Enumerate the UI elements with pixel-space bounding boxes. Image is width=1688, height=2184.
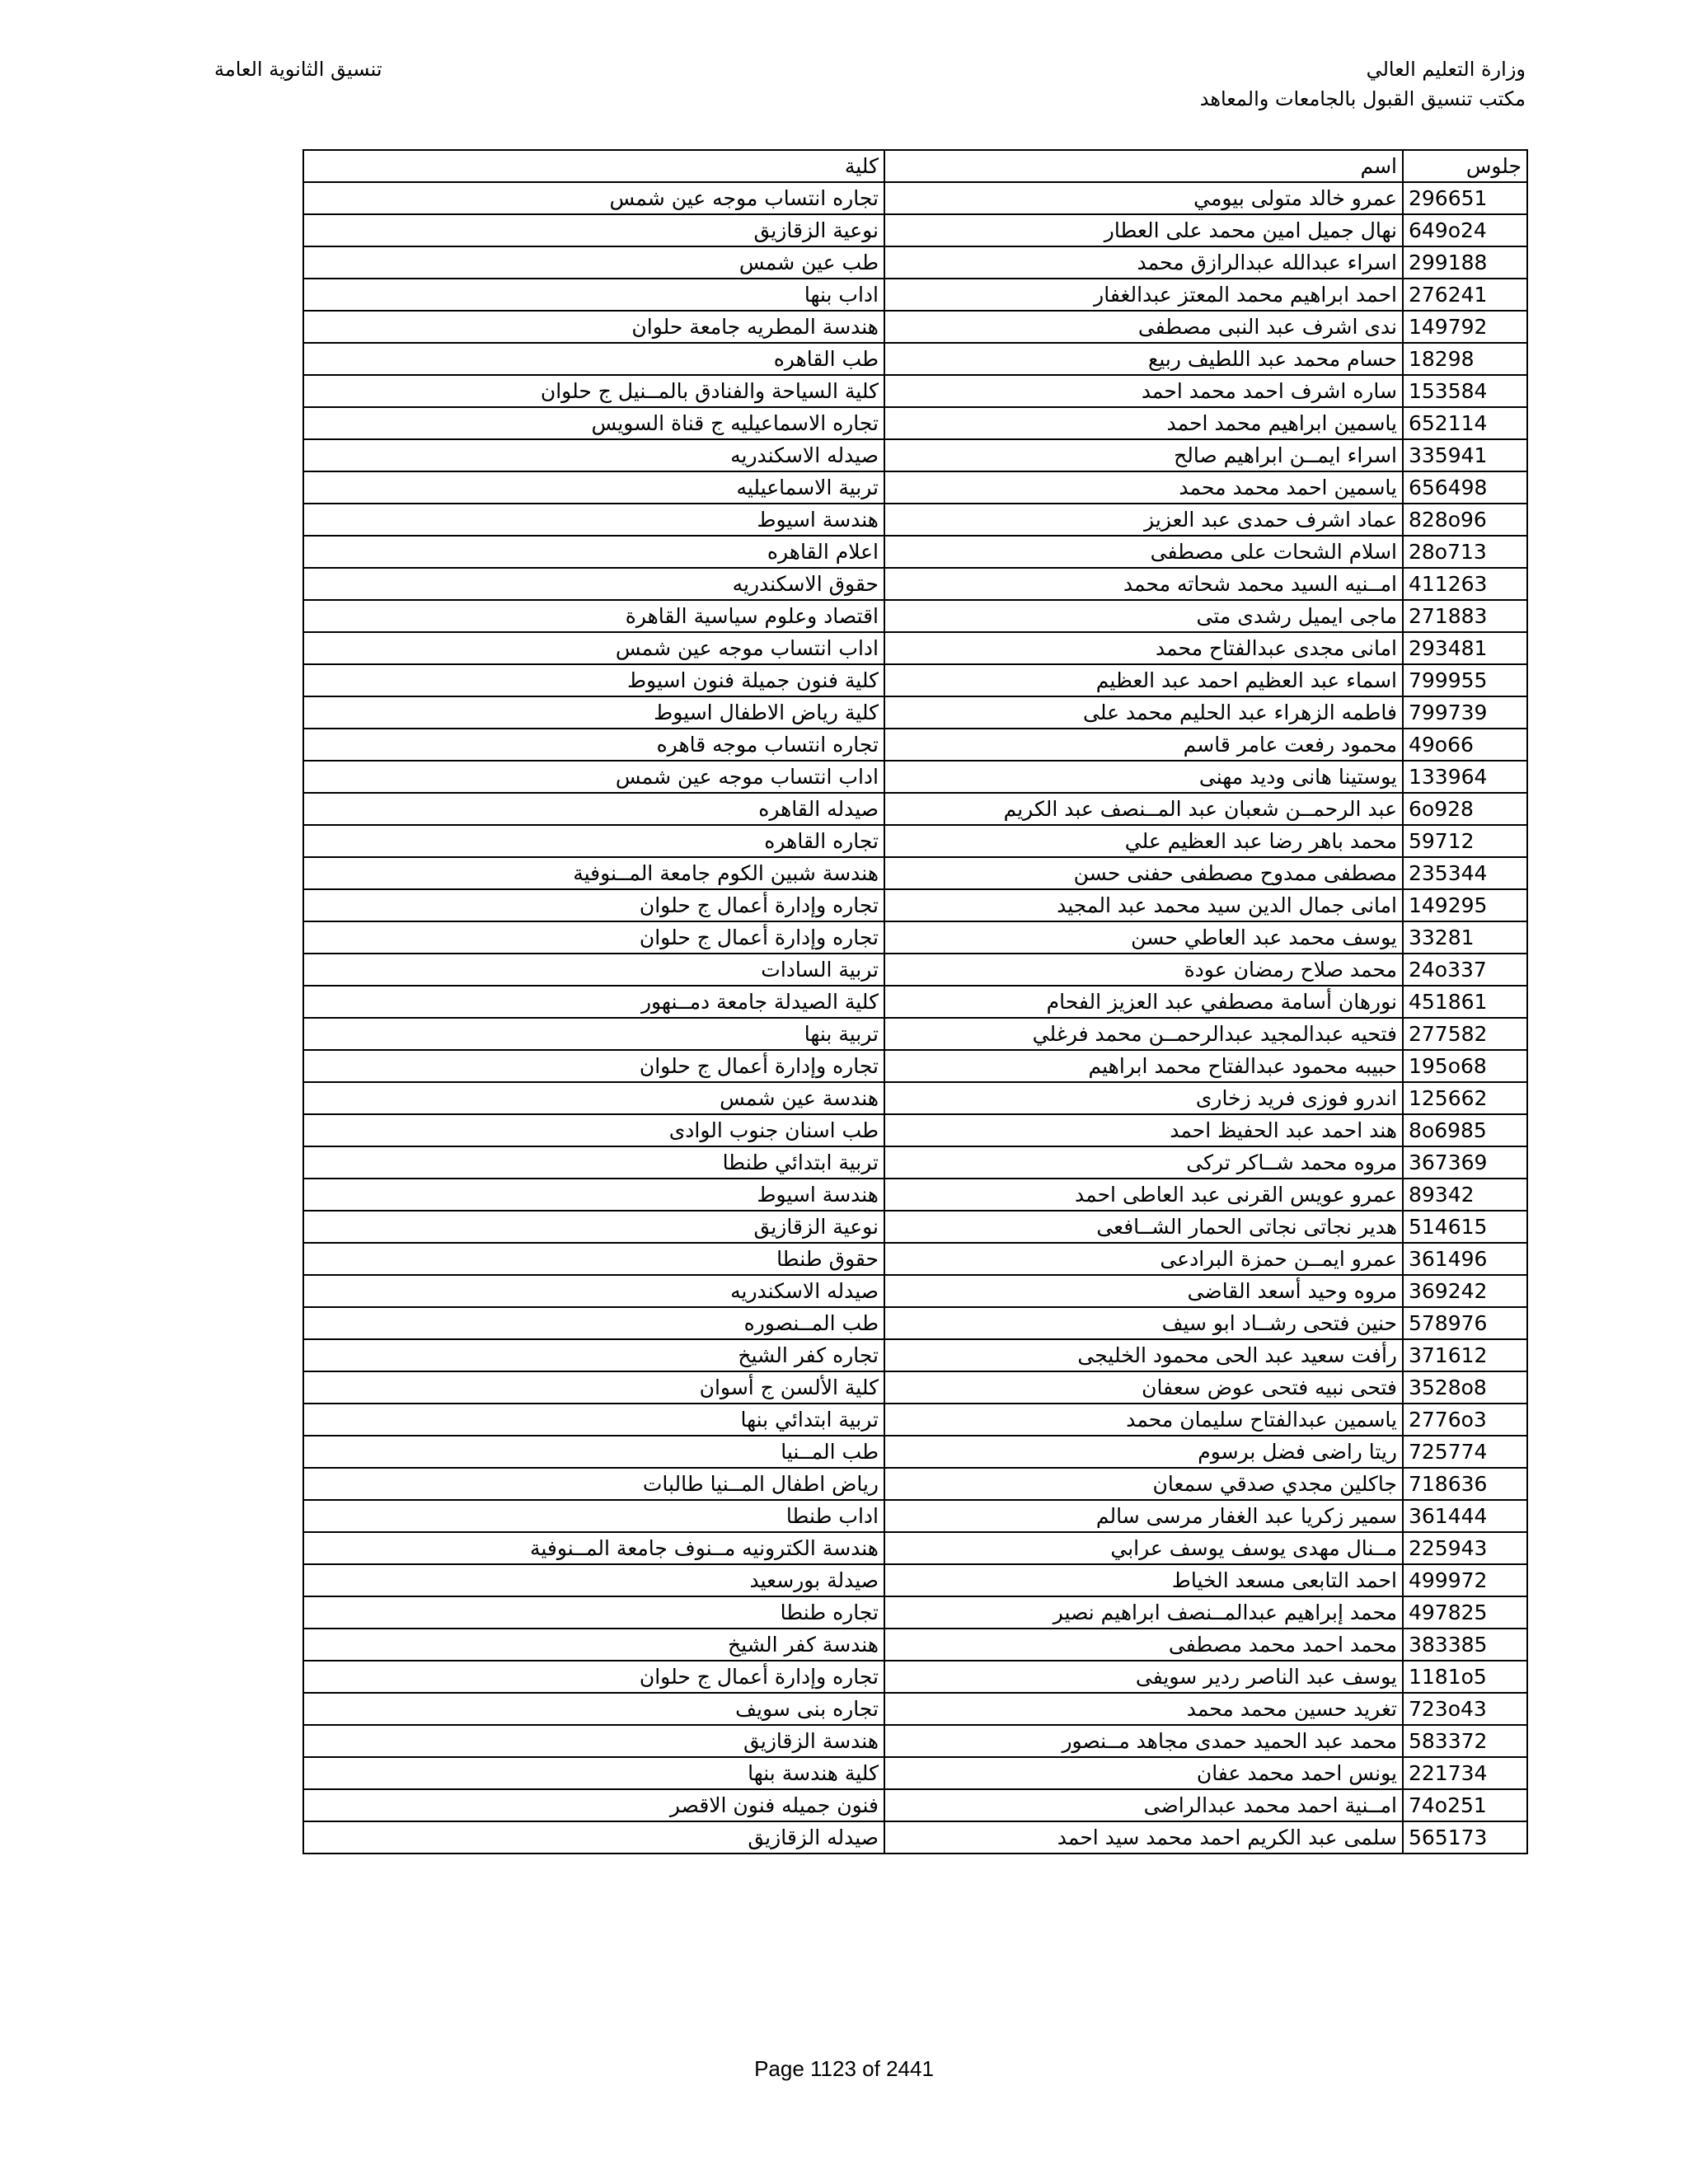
cell-seat: 235344 bbox=[1403, 857, 1527, 889]
cell-college: تربية بنها bbox=[303, 1018, 884, 1050]
cell-name: ريتا راضى فضل برسوم bbox=[884, 1436, 1403, 1468]
cell-name: محمد احمد محمد مصطفى bbox=[884, 1629, 1403, 1661]
cell-name: محمد عبد الحميد حمدى مجاهد مــنصور bbox=[884, 1725, 1403, 1757]
cell-name: امــنيه السيد محمد شحاته محمد bbox=[884, 568, 1403, 600]
cell-name: فاطمه الزهراء عبد الحليم محمد على bbox=[884, 696, 1403, 729]
cell-name: مصطفى ممدوح مصطفى حفنى حسن bbox=[884, 857, 1403, 889]
column-header-seat: جلوس bbox=[1403, 150, 1527, 182]
cell-name: ندى اشرف عبد النبى مصطفى bbox=[884, 311, 1403, 343]
table-row bbox=[303, 1661, 1527, 1693]
cell-name: جاكلين مجدي صدقي سمعان bbox=[884, 1468, 1403, 1500]
cell-college: تجاره الاسماعيليه ج قناة السويس bbox=[303, 407, 884, 439]
table-row bbox=[303, 1018, 1527, 1050]
table-row bbox=[303, 568, 1527, 600]
cell-college: تجاره بنى سويف bbox=[303, 1693, 884, 1725]
cell-college: اداب طنطا bbox=[303, 1500, 884, 1532]
cell-college: هندسة الزقازيق bbox=[303, 1725, 884, 1757]
cell-name: ياسمين احمد محمد محمد bbox=[884, 471, 1403, 504]
table-row bbox=[303, 1596, 1527, 1629]
admissions-table bbox=[302, 149, 1528, 1854]
cell-seat: 497825 bbox=[1403, 1596, 1527, 1629]
cell-college: تربية ابتدائي بنها bbox=[303, 1404, 884, 1436]
cell-college: كلية الألسن ج أسوان bbox=[303, 1371, 884, 1404]
cell-name: اسراء عبدالله عبدالرازق محمد bbox=[884, 246, 1403, 279]
cell-college: كلية رياض الاطفال اسيوط bbox=[303, 696, 884, 729]
table-row bbox=[303, 1436, 1527, 1468]
cell-seat: 578976 bbox=[1403, 1307, 1527, 1339]
table-row bbox=[303, 825, 1527, 857]
cell-college: نوعية الزقازيق bbox=[303, 214, 884, 246]
table-row bbox=[303, 1757, 1527, 1789]
cell-name: فتحى نبيه فتحى عوض سعفان bbox=[884, 1371, 1403, 1404]
cell-college: صيدله الاسكندريه bbox=[303, 439, 884, 471]
cell-seat: 649o24 bbox=[1403, 214, 1527, 246]
cell-seat: 133964 bbox=[1403, 761, 1527, 793]
table-row bbox=[303, 696, 1527, 729]
cell-seat: 296651 bbox=[1403, 182, 1527, 214]
cell-college: اقتصاد وعلوم سياسية القاهرة bbox=[303, 600, 884, 632]
section-title: تنسيق الثانوية العامة bbox=[214, 58, 382, 81]
cell-name: محمد باهر رضا عبد العظيم علي bbox=[884, 825, 1403, 857]
cell-name: تغريد حسين محمد محمد bbox=[884, 1693, 1403, 1725]
cell-seat: 361496 bbox=[1403, 1243, 1527, 1275]
cell-seat: 149792 bbox=[1403, 311, 1527, 343]
cell-name: اندرو فوزى فريد زخارى bbox=[884, 1082, 1403, 1114]
cell-name: رأفت سعيد عبد الحى محمود الخليجى bbox=[884, 1339, 1403, 1371]
cell-college: صيدله الزقازيق bbox=[303, 1821, 884, 1854]
cell-college: تجاره وإدارة أعمال ج حلوان bbox=[303, 1661, 884, 1693]
cell-college: طب اسنان جنوب الوادى bbox=[303, 1114, 884, 1146]
table-row bbox=[303, 986, 1527, 1018]
cell-college: صيدله الاسكندريه bbox=[303, 1275, 884, 1307]
table-row bbox=[303, 1082, 1527, 1114]
cell-name: احمد التابعى مسعد الخياط bbox=[884, 1564, 1403, 1596]
cell-college: اداب انتساب موجه عين شمس bbox=[303, 632, 884, 664]
table-row bbox=[303, 1693, 1527, 1725]
table-row bbox=[303, 1564, 1527, 1596]
table-row bbox=[303, 600, 1527, 632]
cell-seat: 28o713 bbox=[1403, 536, 1527, 568]
cell-college: اداب انتساب موجه عين شمس bbox=[303, 761, 884, 793]
cell-name: مــنال مهدى يوسف يوسف عرابي bbox=[884, 1532, 1403, 1564]
cell-college: هندسة عين شمس bbox=[303, 1082, 884, 1114]
table-row bbox=[303, 664, 1527, 696]
table-row bbox=[303, 182, 1527, 214]
cell-seat: 24o337 bbox=[1403, 954, 1527, 986]
table-row bbox=[303, 1725, 1527, 1757]
cell-name: مروه محمد شــاكر تركى bbox=[884, 1146, 1403, 1179]
cell-seat: 33281 bbox=[1403, 921, 1527, 954]
table-row bbox=[303, 921, 1527, 954]
cell-college: كلية هندسة بنها bbox=[303, 1757, 884, 1789]
cell-name: هند احمد عبد الحفيظ احمد bbox=[884, 1114, 1403, 1146]
cell-seat: 367369 bbox=[1403, 1146, 1527, 1179]
cell-seat: 451861 bbox=[1403, 986, 1527, 1018]
table-row bbox=[303, 1275, 1527, 1307]
table-row bbox=[303, 1468, 1527, 1500]
cell-name: نهال جميل امين محمد على العطار bbox=[884, 214, 1403, 246]
admissions-table-body bbox=[303, 150, 1527, 1854]
cell-college: تجاره وإدارة أعمال ج حلوان bbox=[303, 889, 884, 921]
cell-seat: 153584 bbox=[1403, 375, 1527, 407]
cell-seat: 59712 bbox=[1403, 825, 1527, 857]
cell-name: ماجى ايميل رشدى متى bbox=[884, 600, 1403, 632]
table-row bbox=[303, 1114, 1527, 1146]
cell-college: اعلام القاهره bbox=[303, 536, 884, 568]
page-number: Page 1123 of 2441 bbox=[754, 2056, 934, 2081]
cell-seat: 828o96 bbox=[1403, 504, 1527, 536]
cell-seat: 369242 bbox=[1403, 1275, 1527, 1307]
cell-college: تجاره القاهره bbox=[303, 825, 884, 857]
cell-name: يوستينا هانى وديد مهنى bbox=[884, 761, 1403, 793]
cell-college: طب المــنصوره bbox=[303, 1307, 884, 1339]
cell-seat: 656498 bbox=[1403, 471, 1527, 504]
table-row bbox=[303, 761, 1527, 793]
table-row bbox=[303, 1211, 1527, 1243]
cell-name: يوسف محمد عبد العاطي حسن bbox=[884, 921, 1403, 954]
cell-name: عمرو خالد متولى بيومي bbox=[884, 182, 1403, 214]
cell-seat: 149295 bbox=[1403, 889, 1527, 921]
cell-college: حقوق الاسكندريه bbox=[303, 568, 884, 600]
cell-college: تربية السادات bbox=[303, 954, 884, 986]
cell-seat: 277582 bbox=[1403, 1018, 1527, 1050]
cell-name: امانى جمال الدين سيد محمد عبد المجيد bbox=[884, 889, 1403, 921]
table-row bbox=[303, 1307, 1527, 1339]
cell-seat: 299188 bbox=[1403, 246, 1527, 279]
cell-name: عمرو ايمــن حمزة البرادعى bbox=[884, 1243, 1403, 1275]
cell-college: هندسة اسيوط bbox=[303, 504, 884, 536]
table-row bbox=[303, 343, 1527, 375]
table-row bbox=[303, 954, 1527, 986]
cell-name: حبيبه محمود عبدالفتاح محمد ابراهيم bbox=[884, 1050, 1403, 1082]
cell-seat: 195o68 bbox=[1403, 1050, 1527, 1082]
table-row bbox=[303, 439, 1527, 471]
cell-college: تربية الاسماعيليه bbox=[303, 471, 884, 504]
table-row bbox=[303, 1821, 1527, 1854]
cell-name: امــنية احمد محمد عبدالراضى bbox=[884, 1789, 1403, 1821]
cell-name: نورهان أسامة مصطفي عبد العزيز الفحام bbox=[884, 986, 1403, 1018]
cell-seat: 383385 bbox=[1403, 1629, 1527, 1661]
cell-name: ياسمين ابراهيم محمد احمد bbox=[884, 407, 1403, 439]
cell-seat: 225943 bbox=[1403, 1532, 1527, 1564]
cell-name: فتحيه عبدالمجيد عبدالرحمــن محمد فرغلي bbox=[884, 1018, 1403, 1050]
table-row bbox=[303, 1050, 1527, 1082]
cell-seat: 583372 bbox=[1403, 1725, 1527, 1757]
cell-seat: 89342 bbox=[1403, 1179, 1527, 1211]
cell-name: محمد إبراهيم عبدالمــنصف ابراهيم نصير bbox=[884, 1596, 1403, 1629]
table-row bbox=[303, 471, 1527, 504]
cell-seat: 8o6985 bbox=[1403, 1114, 1527, 1146]
cell-seat: 499972 bbox=[1403, 1564, 1527, 1596]
cell-college: تجاره انتساب موجه قاهره bbox=[303, 729, 884, 761]
cell-college: هندسة شبين الكوم جامعة المــنوفية bbox=[303, 857, 884, 889]
cell-college: هندسة الكترونيه مــنوف جامعة المــنوفية bbox=[303, 1532, 884, 1564]
cell-seat: 49o66 bbox=[1403, 729, 1527, 761]
cell-seat: 293481 bbox=[1403, 632, 1527, 664]
cell-seat: 2776o3 bbox=[1403, 1404, 1527, 1436]
cell-college: رياض اطفال المــنيا طالبات bbox=[303, 1468, 884, 1500]
table-row bbox=[303, 246, 1527, 279]
table-row bbox=[303, 1146, 1527, 1179]
cell-name: ساره اشرف احمد محمد احمد bbox=[884, 375, 1403, 407]
cell-college: طب المــنيا bbox=[303, 1436, 884, 1468]
cell-name: يوسف عبد الناصر ردير سويفى bbox=[884, 1661, 1403, 1693]
table-row bbox=[303, 407, 1527, 439]
cell-college: طب القاهره bbox=[303, 343, 884, 375]
cell-seat: 652114 bbox=[1403, 407, 1527, 439]
table-row bbox=[303, 375, 1527, 407]
cell-college: كلية الصيدلة جامعة دمــنهور bbox=[303, 986, 884, 1018]
table-row bbox=[303, 889, 1527, 921]
cell-college: هندسة اسيوط bbox=[303, 1179, 884, 1211]
cell-college: هندسة المطريه جامعة حلوان bbox=[303, 311, 884, 343]
table-row bbox=[303, 536, 1527, 568]
cell-college: تجاره وإدارة أعمال ج حلوان bbox=[303, 1050, 884, 1082]
cell-name: هدير نجاتى نجاتى الحمار الشــافعى bbox=[884, 1211, 1403, 1243]
table-row bbox=[303, 279, 1527, 311]
cell-college: كلية فنون جميلة فنون اسيوط bbox=[303, 664, 884, 696]
cell-seat: 514615 bbox=[1403, 1211, 1527, 1243]
cell-college: صيدلة بورسعيد bbox=[303, 1564, 884, 1596]
cell-name: سلمى عبد الكريم احمد محمد سيد احمد bbox=[884, 1821, 1403, 1854]
cell-name: حنين فتحى رشــاد ابو سيف bbox=[884, 1307, 1403, 1339]
cell-name: اسراء ايمــن ابراهيم صالح bbox=[884, 439, 1403, 471]
cell-seat: 335941 bbox=[1403, 439, 1527, 471]
cell-college: تجاره طنطا bbox=[303, 1596, 884, 1629]
table-row bbox=[303, 504, 1527, 536]
cell-name: عبد الرحمــن شعبان عبد المــنصف عبد الكريم bbox=[884, 793, 1403, 825]
cell-seat: 723o43 bbox=[1403, 1693, 1527, 1725]
table-row bbox=[303, 1404, 1527, 1436]
cell-seat: 221734 bbox=[1403, 1757, 1527, 1789]
table-row bbox=[303, 311, 1527, 343]
cell-college: كلية السياحة والفنادق بالمــنيل ج حلوان bbox=[303, 375, 884, 407]
cell-name: محمود رفعت عامر قاسم bbox=[884, 729, 1403, 761]
cell-college: تربية ابتدائي طنطا bbox=[303, 1146, 884, 1179]
cell-seat: 125662 bbox=[1403, 1082, 1527, 1114]
cell-seat: 725774 bbox=[1403, 1436, 1527, 1468]
cell-name: امانى مجدى عبدالفتاح محمد bbox=[884, 632, 1403, 664]
table-row bbox=[303, 857, 1527, 889]
office-title: مكتب تنسيق القبول بالجامعات والمعاهد bbox=[1199, 87, 1526, 110]
cell-college: طب عين شمس bbox=[303, 246, 884, 279]
page-header-ministry bbox=[1200, 54, 1526, 114]
cell-seat: 18298 bbox=[1403, 343, 1527, 375]
cell-seat: 799739 bbox=[1403, 696, 1527, 729]
cell-college: نوعية الزقازيق bbox=[303, 1211, 884, 1243]
column-header-name: اسم bbox=[884, 150, 1403, 182]
cell-name: عمرو عويس القرنى عبد العاطى احمد bbox=[884, 1179, 1403, 1211]
ministry-title: وزارة التعليم العالي bbox=[1366, 58, 1526, 81]
cell-college: تجاره وإدارة أعمال ج حلوان bbox=[303, 921, 884, 954]
cell-seat: 6o928 bbox=[1403, 793, 1527, 825]
table-row bbox=[303, 214, 1527, 246]
table-row bbox=[303, 1243, 1527, 1275]
cell-seat: 411263 bbox=[1403, 568, 1527, 600]
cell-name: حسام محمد عبد اللطيف ربيع bbox=[884, 343, 1403, 375]
cell-name: سمير زكريا عبد الغفار مرسى سالم bbox=[884, 1500, 1403, 1532]
cell-seat: 799955 bbox=[1403, 664, 1527, 696]
cell-name: احمد ابراهيم محمد المعتز عبدالغفار bbox=[884, 279, 1403, 311]
cell-seat: 718636 bbox=[1403, 1468, 1527, 1500]
table-row bbox=[303, 1339, 1527, 1371]
cell-name: اسماء عبد العظيم احمد عبد العظيم bbox=[884, 664, 1403, 696]
cell-seat: 74o251 bbox=[1403, 1789, 1527, 1821]
cell-name: محمد صلاح رمضان عودة bbox=[884, 954, 1403, 986]
table-row bbox=[303, 1179, 1527, 1211]
cell-name: اسلام الشحات على مصطفى bbox=[884, 536, 1403, 568]
table-row bbox=[303, 793, 1527, 825]
table-row bbox=[303, 1789, 1527, 1821]
table-row bbox=[303, 632, 1527, 664]
cell-name: ياسمين عبدالفتاح سليمان محمد bbox=[884, 1404, 1403, 1436]
cell-seat: 276241 bbox=[1403, 279, 1527, 311]
cell-seat: 1181o5 bbox=[1403, 1661, 1527, 1693]
table-row bbox=[303, 1532, 1527, 1564]
table-header-row bbox=[303, 150, 1527, 182]
table-row bbox=[303, 1500, 1527, 1532]
table-row bbox=[303, 1629, 1527, 1661]
cell-name: يونس احمد محمد عفان bbox=[884, 1757, 1403, 1789]
cell-seat: 271883 bbox=[1403, 600, 1527, 632]
cell-seat: 361444 bbox=[1403, 1500, 1527, 1532]
cell-college: تجاره كفر الشيخ bbox=[303, 1339, 884, 1371]
table-row bbox=[303, 1371, 1527, 1404]
cell-college: اداب بنها bbox=[303, 279, 884, 311]
cell-college: هندسة كفر الشيخ bbox=[303, 1629, 884, 1661]
cell-seat: 565173 bbox=[1403, 1821, 1527, 1854]
column-header-college: كلية bbox=[303, 150, 884, 182]
cell-name: عماد اشرف حمدى عبد العزيز bbox=[884, 504, 1403, 536]
cell-college: حقوق طنطا bbox=[303, 1243, 884, 1275]
cell-seat: 371612 bbox=[1403, 1339, 1527, 1371]
table-row bbox=[303, 729, 1527, 761]
cell-college: صيدله القاهره bbox=[303, 793, 884, 825]
cell-seat: 3528o8 bbox=[1403, 1371, 1527, 1404]
cell-name: مروه وحيد أسعد القاضى bbox=[884, 1275, 1403, 1307]
cell-college: فنون جميله فنون الاقصر bbox=[303, 1789, 884, 1821]
cell-college: تجاره انتساب موجه عين شمس bbox=[303, 182, 884, 214]
